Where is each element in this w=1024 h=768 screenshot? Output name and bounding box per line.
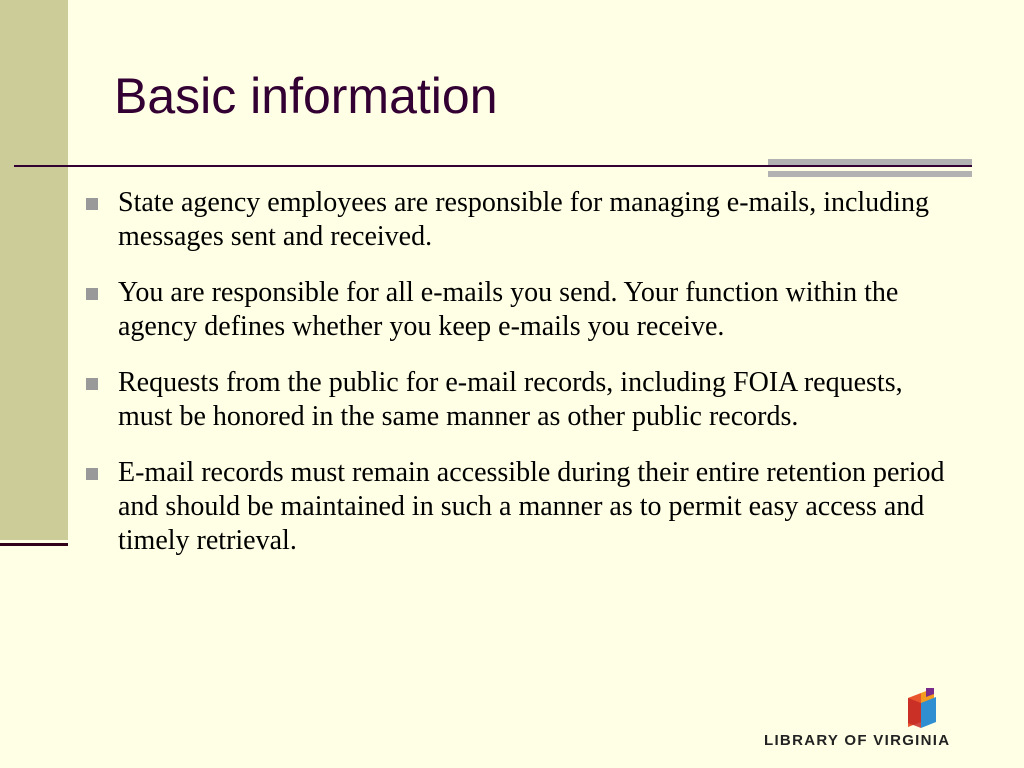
bullet-item <box>84 456 954 558</box>
slide-title: Basic information <box>114 68 498 124</box>
bullet-text: State agency employees are responsible for managing e-mails, including messages sent and received. <box>118 187 929 252</box>
logo-text: LIBRARY OF VIRGINIA <box>764 732 951 749</box>
square-bullet-icon <box>86 378 98 390</box>
bullet-list <box>84 186 954 580</box>
square-bullet-icon <box>86 468 98 480</box>
bullet-text: E-mail records must remain accessible during their entire retention period and should be maintained in such a manner as to permit easy access and timely retrieval. <box>118 457 945 556</box>
bullet-text: You are responsible for all e-mails you send. Your function within the agency defines whether you keep e-mails you receive. <box>118 277 899 342</box>
book-icon <box>904 688 940 728</box>
library-of-virginia-logo <box>764 688 986 758</box>
bullet-item <box>84 186 954 254</box>
square-bullet-icon <box>86 198 98 210</box>
left-decorative-rule <box>0 543 68 546</box>
bullet-text: Requests from the public for e-mail records, including FOIA requests, must be honored in the same manner as other public records. <box>118 367 903 432</box>
bullet-item <box>84 276 954 344</box>
square-bullet-icon <box>86 288 98 300</box>
accent-stripes <box>768 159 972 177</box>
bullet-item <box>84 366 954 434</box>
left-decorative-band <box>0 0 68 540</box>
